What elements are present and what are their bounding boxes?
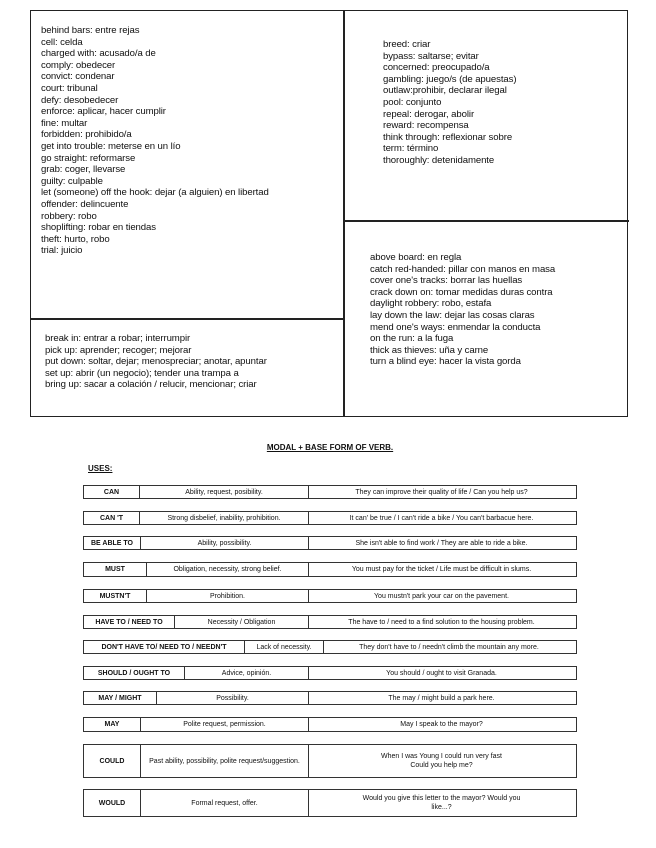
uses-label: USES: bbox=[88, 464, 113, 473]
modal-verb: BE ABLE TO bbox=[90, 539, 133, 547]
vocab-idioms-list bbox=[370, 252, 555, 368]
vocab-item: cell: celda bbox=[41, 36, 83, 48]
vocab-law-list bbox=[383, 39, 516, 167]
vocab-item: guilty: culpable bbox=[41, 175, 103, 187]
modal-row bbox=[83, 640, 577, 654]
vocab-item: on the run: a la fuga bbox=[370, 333, 454, 345]
vocab-item: above board: en regla bbox=[370, 252, 462, 263]
vocab-item: get into trouble: meterse en un lío bbox=[41, 140, 181, 152]
modal-verb: WOULD bbox=[98, 799, 126, 807]
vocab-item: term: término bbox=[383, 143, 439, 155]
vocab-item: breed: criar bbox=[383, 39, 431, 50]
modal-verb: MAY / MIGHT bbox=[98, 694, 142, 702]
modal-example: Would you give this letter to the mayor? Would you like...? bbox=[362, 795, 521, 811]
vocab-item: forbidden: prohibido/a bbox=[41, 129, 132, 141]
vocab-phrasal-verbs-list bbox=[45, 333, 267, 391]
modal-example: The may / might build a park here. bbox=[388, 694, 495, 702]
vocab-item: shoplifting: robar en tiendas bbox=[41, 222, 156, 234]
vocab-item: cover one's tracks: borrar las huellas bbox=[370, 275, 523, 287]
modal-example: The have to / need to a find solution to the housing problem. bbox=[348, 618, 535, 626]
vocab-item: thick as thieves: uña y carne bbox=[370, 344, 489, 356]
grid-divider-left bbox=[31, 318, 344, 320]
modal-row bbox=[83, 666, 577, 680]
modal-use: Past ability, possibility, polite request/suggestion. bbox=[140, 745, 309, 777]
vocab-item: convict: condenar bbox=[41, 71, 115, 83]
vocab-item: charged with: acusado/a de bbox=[41, 48, 156, 60]
modal-row bbox=[83, 789, 577, 817]
vocab-item: daylight robbery: robo, estafa bbox=[370, 298, 492, 310]
vocab-item: pool: conjunto bbox=[383, 96, 442, 108]
modal-verb: COULD bbox=[99, 757, 125, 765]
modal-example: You mustn't park your car on the pavement. bbox=[374, 592, 509, 600]
vocab-item: let (someone) off the hook: dejar (a alguien) en libertad bbox=[41, 187, 269, 199]
modal-use: Necessity / Obligation bbox=[174, 616, 309, 628]
modal-row bbox=[83, 536, 577, 550]
vocab-item: robbery: robo bbox=[41, 210, 97, 222]
vocab-item: go straight: reformarse bbox=[41, 152, 136, 164]
modal-example: When I was Young I could run very fast Could you help me? bbox=[380, 753, 502, 769]
modal-use: Strong disbelief, inability, prohibition. bbox=[139, 512, 309, 524]
modal-row bbox=[83, 744, 577, 778]
modal-example: May I speak to the mayor? bbox=[400, 721, 483, 728]
vocabulary-grid bbox=[30, 10, 628, 417]
vocab-item: lay down the law: dejar las cosas claras bbox=[370, 309, 535, 321]
modal-row bbox=[83, 562, 577, 577]
vocab-item: bypass: saltarse; evitar bbox=[383, 50, 479, 62]
vocab-item: thoroughly: detenidamente bbox=[383, 154, 495, 166]
modal-verb: CAN bbox=[103, 488, 120, 496]
modal-verb: SHOULD / OUGHT TO bbox=[97, 669, 171, 677]
modal-example: You should / ought to visit Granada. bbox=[386, 669, 497, 677]
modal-verb: DON'T HAVE TO/ NEED TO / NEEDN'T bbox=[101, 643, 227, 651]
vocab-item: put down: soltar, dejar; menospreciar; anotar, apuntar bbox=[45, 356, 267, 368]
modal-use: Formal request, offer. bbox=[140, 790, 309, 816]
modal-example: You must pay for the ticket / Life must be difficult in slums. bbox=[351, 566, 532, 573]
modal-verb: HAVE TO / NEED TO bbox=[95, 618, 163, 626]
vocab-item: enforce: aplicar, hacer cumplir bbox=[41, 106, 166, 118]
modal-title: MODAL + BASE FORM OF VERB. bbox=[266, 443, 394, 452]
vocab-item: turn a blind eye: hacer la vista gorda bbox=[370, 356, 521, 368]
vocab-item: concerned: preocupado/a bbox=[383, 62, 490, 74]
modal-verb: CAN 'T bbox=[99, 514, 124, 522]
modal-example: They don't have to / needn't climb the mountain any more. bbox=[359, 643, 539, 651]
modal-verb: MAY bbox=[104, 721, 120, 728]
vocab-item: repeal: derogar, abolir bbox=[383, 108, 475, 120]
grid-divider-right bbox=[343, 220, 629, 222]
modal-row bbox=[83, 691, 577, 705]
vocab-item: theft: hurto, robo bbox=[41, 233, 110, 245]
modal-use: Polite request, permission. bbox=[140, 718, 309, 731]
vocab-item: outlaw:prohibir, declarar ilegal bbox=[383, 85, 507, 97]
modal-use: Ability, possibility. bbox=[140, 537, 309, 549]
modal-row bbox=[83, 589, 577, 603]
vocab-item: reward: recompensa bbox=[383, 120, 469, 132]
modal-use: Lack of necessity. bbox=[244, 641, 324, 653]
modal-verb: MUSTN'T bbox=[99, 592, 131, 600]
modal-row bbox=[83, 717, 577, 732]
vocab-item: offender: delincuente bbox=[41, 198, 129, 210]
vocab-item: comply: obedecer bbox=[41, 59, 116, 71]
vocab-item: gambling: juego/s (de apuestas) bbox=[383, 73, 517, 85]
modal-verbs-sheet bbox=[64, 428, 596, 840]
vocab-item: set up: abrir (un negocio); tender una trampa a bbox=[45, 367, 239, 379]
modal-example: It can' be true / I can't ride a bike / You can't barbacue here. bbox=[349, 514, 534, 522]
vocab-item: pick up: aprender; recoger; mejorar bbox=[45, 344, 192, 356]
vocab-item: behind bars: entre rejas bbox=[41, 25, 140, 36]
vocab-item: mend one's ways: enmendar la conducta bbox=[370, 321, 541, 333]
modal-use: Ability, request, posibility. bbox=[139, 486, 309, 498]
modal-use: Advice, opinión. bbox=[184, 667, 309, 679]
vocab-crime-list bbox=[41, 25, 269, 257]
vocab-item: break in: entrar a robar; interrumpir bbox=[45, 333, 191, 344]
modal-row bbox=[83, 511, 577, 525]
modal-use: Possibility. bbox=[156, 692, 309, 704]
modal-use: Obligation, necessity, strong belief. bbox=[146, 563, 309, 576]
vocab-item: bring up: sacar a colación / relucir, mencionar; criar bbox=[45, 379, 257, 391]
modal-verb: MUST bbox=[105, 566, 125, 573]
vocab-item: defy: desobedecer bbox=[41, 94, 119, 106]
modal-example: She isn't able to find work / They are able to ride a bike. bbox=[355, 539, 528, 547]
vocab-item: crack down on: tomar medidas duras contra bbox=[370, 286, 553, 298]
vocab-item: grab: coger, llevarse bbox=[41, 164, 126, 176]
vocab-item: think through: reflexionar sobre bbox=[383, 131, 513, 143]
grid-divider-vertical bbox=[343, 11, 345, 416]
vocab-item: trial: juicio bbox=[41, 245, 83, 257]
vocab-item: catch red-handed: pillar con manos en masa bbox=[370, 263, 556, 275]
vocab-item: fine: multar bbox=[41, 117, 88, 129]
modal-row bbox=[83, 615, 577, 629]
modal-example: They can improve their quality of life / Can you help us? bbox=[355, 488, 528, 496]
modal-use: Prohibition. bbox=[146, 590, 309, 602]
vocab-item: court: tribunal bbox=[41, 82, 98, 94]
modal-row bbox=[83, 485, 577, 499]
